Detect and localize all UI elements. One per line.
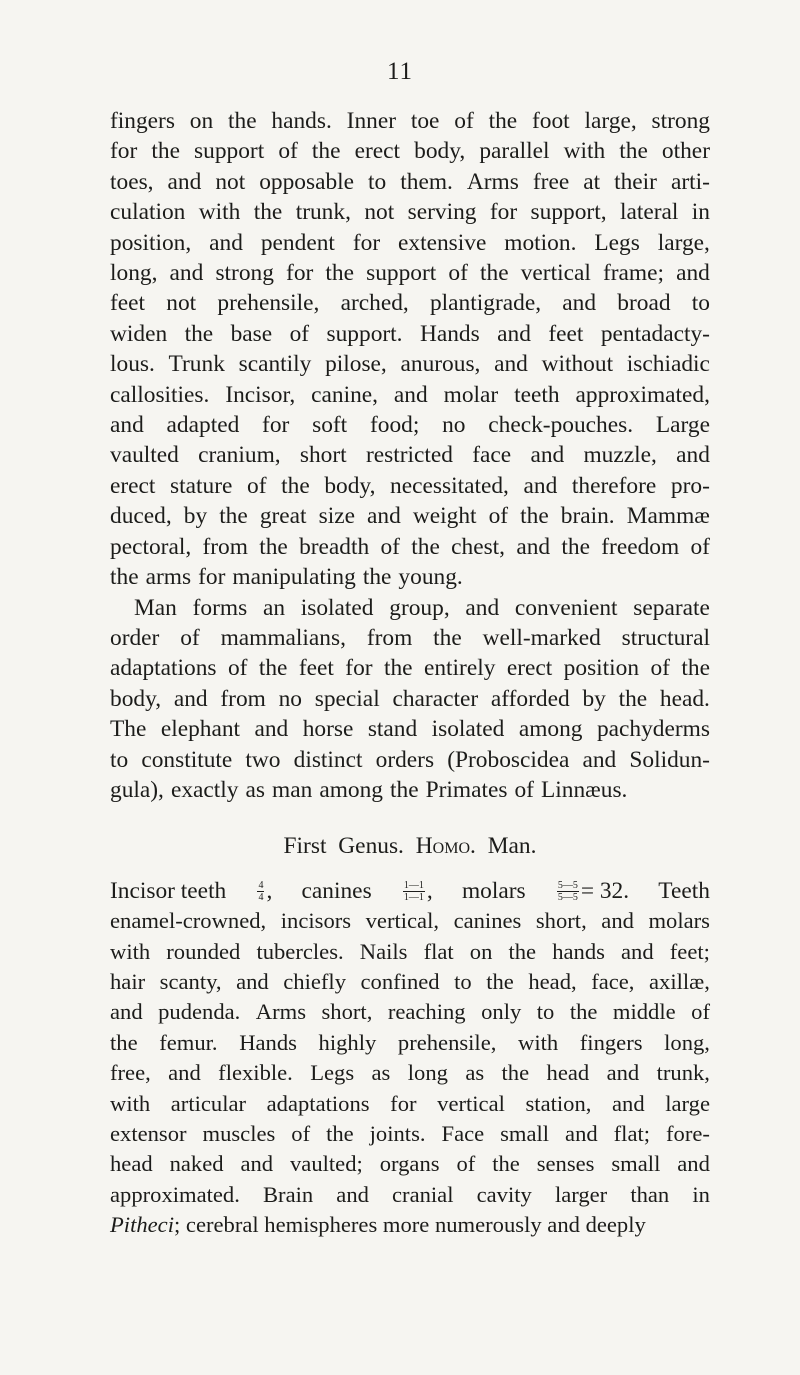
page-body bbox=[110, 106, 710, 1241]
text-line: extensor muscles of the joints. Face small and flat; fore- bbox=[110, 1121, 710, 1146]
text-line: lous. Trunk scantily pilose, anurous, and without ischiadic bbox=[110, 351, 710, 378]
text-line: duced, by the great size and weight of the brain. Mammæ bbox=[110, 503, 710, 530]
text-line: The elephant and horse stand isolated among pachyderms bbox=[110, 716, 710, 743]
text-line: feet not prehensile, arched, plantigrade, and broad to bbox=[110, 290, 710, 317]
text-line: with articular adaptations for vertical station, and large bbox=[110, 1090, 710, 1116]
genus-heading bbox=[110, 831, 710, 861]
text-line: the arms for manipulating the young. bbox=[110, 564, 463, 591]
dental-formula-line: Incisor teeth $\frac{4}{4}$ , canines $\frac{1—1}{1—1}$ , molars $\frac{5—5}{5—5}$ = 32. Teeth bbox=[110, 876, 710, 906]
text-line: fingers on the hands. Inner toe of the foot large, strong bbox=[110, 108, 710, 134]
teeth-total: = 32. bbox=[580, 877, 630, 904]
heading-prefix: First Genus. bbox=[283, 833, 404, 860]
text-line: gula), exactly as man among the Primates of Linnæus. bbox=[110, 776, 628, 803]
text-line: adaptations of the feet for the entirely erect position of the bbox=[110, 655, 710, 682]
text-line: order of mammalians, from the well-marked structural bbox=[110, 624, 710, 651]
text-line: for the support of the erect body, parallel with the other bbox=[110, 138, 710, 165]
teeth-word: Teeth bbox=[658, 877, 710, 904]
last-line bbox=[110, 1210, 710, 1240]
text-line: head naked and vaulted; organs of the senses small and bbox=[110, 1151, 710, 1177]
text-line: erect stature of the body, necessitated, and therefore pro- bbox=[110, 472, 710, 499]
text-line: pectoral, from the breadth of the chest, and the freedom of bbox=[110, 533, 710, 560]
text-line: approximated. Brain and cranial cavity larger than in bbox=[110, 1181, 710, 1207]
canines-label: canines bbox=[301, 877, 372, 904]
heading-common-name: Man. bbox=[487, 833, 537, 860]
text-line: Man forms an isolated group, and convenient separate bbox=[134, 594, 710, 621]
text-line: and adapted for soft food; no check-pouches. Large bbox=[110, 412, 710, 439]
text-line: enamel-crowned, incisors vertical, canines short, and molars bbox=[110, 908, 710, 934]
text-line: to constitute two distinct orders (Proboscidea and Solidun- bbox=[110, 746, 710, 773]
text-line: with rounded tubercles. Nails flat on the hands and feet; bbox=[110, 938, 710, 964]
last-line-rest: ; cerebral hemispheres more numerously and deeply bbox=[174, 1212, 646, 1238]
text-line: hair scanty, and chiefly confined to the head, face, axillæ, bbox=[110, 968, 710, 994]
text-line: position, and pendent for extensive motion. Legs large, bbox=[110, 229, 710, 256]
paragraph-2 bbox=[110, 593, 710, 806]
canines-fraction: $\frac{1—1}{1—1}$ bbox=[403, 879, 424, 903]
paragraph-1 bbox=[110, 106, 710, 593]
text-line: the femur. Hands highly prehensile, with fingers long, bbox=[110, 1029, 710, 1055]
page-number: 11 bbox=[386, 58, 414, 85]
text-line: long, and strong for the support of the vertical frame; and bbox=[110, 260, 710, 287]
pitheci-word: Pitheci bbox=[110, 1212, 174, 1238]
heading-genus: Homo. bbox=[415, 833, 476, 860]
molars-fraction: $\frac{5—5}{5—5}$ bbox=[557, 879, 578, 903]
text-line: free, and flexible. Legs as long as the head and trunk, bbox=[110, 1060, 710, 1086]
text-line: vaulted cranium, short restricted face and muzzle, and bbox=[110, 442, 710, 469]
text-line: toes, and not opposable to them. Arms free at their arti- bbox=[110, 168, 710, 195]
text-line: and pudenda. Arms short, reaching only to the middle of bbox=[110, 999, 710, 1025]
text-line: widen the base of support. Hands and feet pentadacty- bbox=[110, 320, 710, 347]
paragraph-3 bbox=[110, 906, 710, 1210]
incisor-label: Incisor teeth bbox=[110, 877, 227, 904]
incisor-fraction: $\frac{4}{4}$ bbox=[258, 879, 264, 903]
text-line: culation with the trunk, not serving for support, lateral in bbox=[110, 199, 710, 226]
text-line: body, and from no special character afforded by the head. bbox=[110, 685, 710, 712]
text-line: callosities. Incisor, canine, and molar teeth approximated, bbox=[110, 381, 710, 408]
molars-label: molars bbox=[461, 877, 526, 904]
